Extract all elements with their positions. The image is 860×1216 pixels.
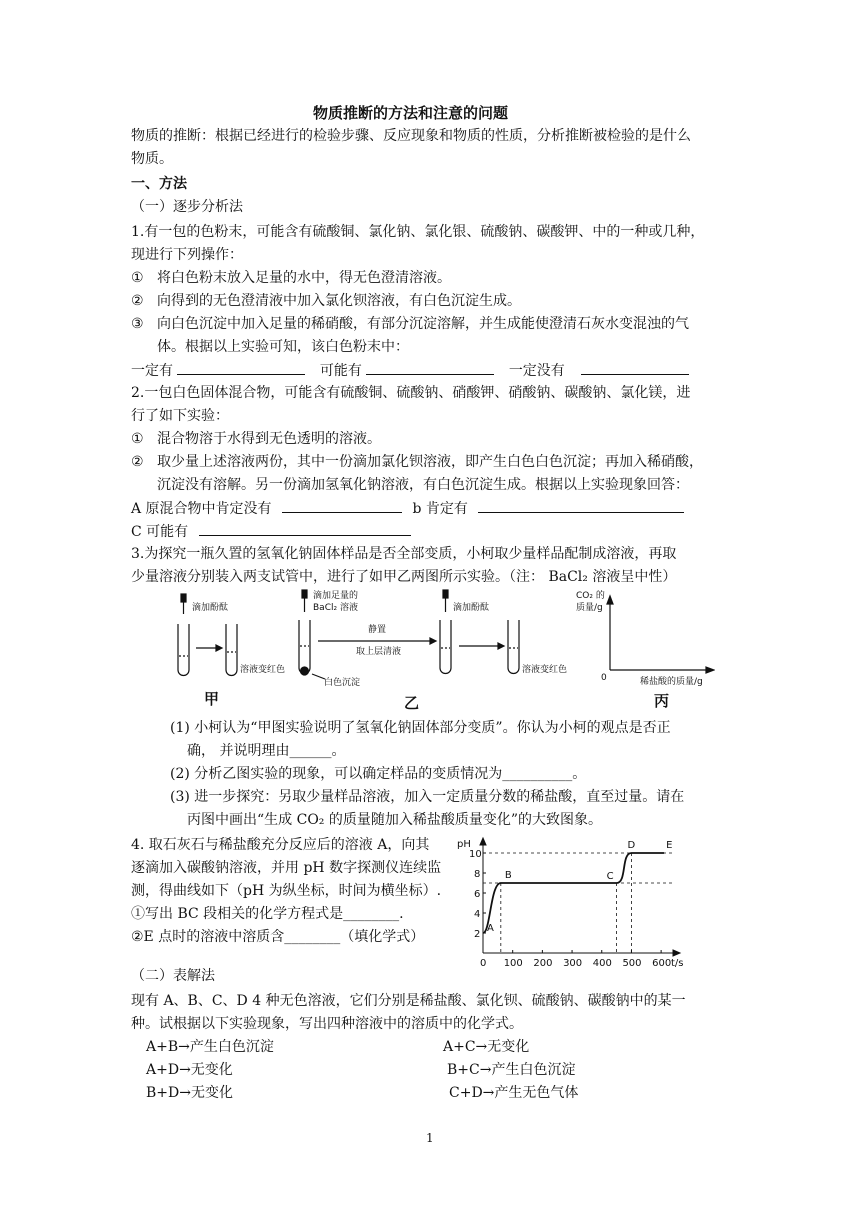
dropper-icon bbox=[181, 594, 186, 614]
q2-answer-ab bbox=[131, 498, 684, 519]
blank-label: 可能有 bbox=[319, 363, 362, 379]
subsection-heading-2: （二）表解法 bbox=[131, 968, 215, 984]
origin-label: 0 bbox=[601, 673, 607, 683]
page-number: 1 bbox=[426, 1131, 434, 1145]
q1-step-1 bbox=[131, 268, 451, 288]
answer-blank[interactable] bbox=[177, 360, 305, 375]
x-tick-label: 100 bbox=[503, 958, 523, 969]
answer-blank[interactable] bbox=[282, 498, 402, 513]
figure-label-bing: 丙 bbox=[654, 692, 670, 710]
precipitate-icon bbox=[301, 667, 309, 675]
settle-label: 取上层清液 bbox=[356, 647, 402, 657]
step-text: 取少量上述溶液两份，其中一份滴加氯化钡溶液，即产生白色白色沉淀；再加入稀硝酸， bbox=[157, 454, 703, 470]
y-tick-label: 6 bbox=[474, 889, 481, 900]
q5-observation: C+D→产生无色气体 bbox=[449, 1085, 579, 1101]
intro-line-2: 物质。 bbox=[131, 151, 173, 167]
test-tube-icon bbox=[299, 620, 310, 674]
q2-step-2 bbox=[131, 452, 703, 472]
test-tube-icon bbox=[440, 620, 451, 674]
q3-part-2: (2) 分析乙图实验的现象，可以确定样品的变质情况为__________。 bbox=[170, 766, 587, 782]
x-tick-label: 200 bbox=[533, 958, 553, 969]
precipitate-label: 白色沉淀 bbox=[324, 678, 361, 688]
x-tick-label: 400 bbox=[592, 958, 612, 969]
q2-answer-c bbox=[131, 521, 411, 542]
point-label: A bbox=[487, 923, 494, 934]
q2-step-1 bbox=[131, 429, 381, 449]
answer-blank[interactable] bbox=[581, 360, 689, 375]
section-heading: 一、方法 bbox=[131, 176, 187, 192]
dropper-icon bbox=[302, 590, 307, 612]
point-label: E bbox=[666, 840, 673, 851]
step-text: 混合物溶于水得到无色透明的溶液。 bbox=[157, 431, 381, 447]
step-marker: ③ bbox=[131, 316, 144, 332]
x-axis-label: t/s bbox=[671, 958, 684, 969]
blank-label: b 肯定有 bbox=[412, 501, 468, 517]
q5-observation: B+D→无变化 bbox=[146, 1085, 233, 1101]
x-tick-label: 500 bbox=[622, 958, 642, 969]
q1-line-1: 1.有一包的色粉末，可能含有硫酸铜、氯化钠、氯化银、硫酸钠、碳酸钾、中的一种或几种， bbox=[131, 224, 705, 240]
intro-line-1: 物质的推断：根据已经进行的检验步骤、反应现象和物质的性质，分析推断被检验的是什么 bbox=[131, 128, 691, 144]
q4-line-5: ②E 点时的溶液中溶质含________（填化学式） bbox=[131, 929, 425, 945]
q4-line-4: ①写出 BC 段相关的化学方程式是________. bbox=[131, 906, 404, 922]
step-text: 将白色粉末放入足量的水中，得无色澄清溶液。 bbox=[157, 270, 451, 286]
test-tube-icon bbox=[226, 624, 237, 676]
y-tick-label: 8 bbox=[474, 869, 481, 880]
drop-label: 滴加酚酞 bbox=[453, 603, 490, 613]
q5-line-2: 种。试根据以下实验现象，写出四种溶液中的溶质中的化学式。 bbox=[131, 1016, 523, 1032]
q3-experiment-figure bbox=[170, 588, 715, 693]
q5-observation: A+D→无变化 bbox=[146, 1062, 233, 1078]
q3-line-1: 3.为探究一瓶久置的氢氧化钠固体样品是否全部变质，小柯取少量样品配制成溶液，再取 bbox=[131, 546, 677, 562]
step-text: 向白色沉淀中加入足量的稀硝酸，有部分沉淀溶解，并生成能使澄清石灰水变混浊的气 bbox=[157, 316, 689, 332]
x-tick-label: 0 bbox=[480, 958, 487, 969]
q5-observation: A+C→无变化 bbox=[443, 1039, 530, 1055]
result-label: 溶液变红色 bbox=[522, 665, 568, 675]
ph-chart bbox=[455, 835, 705, 980]
answer-blank[interactable] bbox=[366, 360, 494, 375]
q4-line-1: 4. 取石灰石与稀盐酸充分反应后的溶液 A，向其 bbox=[131, 837, 430, 853]
q3-part-1-cont: 确， 并说明理由______。 bbox=[187, 743, 346, 759]
q1-step-3-cont: 体。根据以上实验可知，该白色粉末中： bbox=[157, 339, 409, 355]
y-axis-arrow bbox=[480, 838, 486, 845]
q2-step-2-cont: 沉淀没有溶解。另一份滴加氢氧化钠溶液，有白色沉淀生成。根据以上实验现象回答： bbox=[157, 477, 689, 493]
y-axis-label: 质量/g bbox=[576, 603, 603, 613]
drop-label: 滴加足量的 bbox=[313, 591, 359, 601]
step-marker: ② bbox=[131, 454, 144, 470]
point-label: D bbox=[627, 840, 636, 851]
blank-label: 一定没有 bbox=[508, 363, 565, 379]
blank-label: 一定有 bbox=[131, 363, 173, 379]
figure-label-yi: 乙 bbox=[404, 694, 420, 712]
q2-line-2: 行了如下实验： bbox=[131, 408, 229, 424]
blank-label: C 可能有 bbox=[131, 524, 189, 540]
q3-part-1: (1) 小柯认为“甲图实验说明了氢氧化钠固体部分变质”。你认为小柯的观点是否正 bbox=[170, 720, 671, 736]
ph-curve bbox=[483, 853, 664, 933]
y-axis-label: pH bbox=[457, 839, 471, 850]
q1-step-2 bbox=[131, 291, 521, 311]
figure-label-jia: 甲 bbox=[204, 690, 220, 708]
q5-line-1: 现有 A、B、C、D 4 种无色溶液，它们分别是稀盐酸、氯化钡、硫酸钠、碳酸钠中的某一 bbox=[131, 993, 686, 1009]
q1-line-2: 现进行下列操作： bbox=[131, 247, 243, 263]
q4-line-3: 测，得曲线如下（pH 为纵坐标，时间为横坐标）. bbox=[131, 883, 442, 899]
point-label: C bbox=[606, 871, 614, 882]
step-marker: ② bbox=[131, 293, 144, 309]
q3-part-3: (3) 进一步探究：另取少量样品溶液，加入一定质量分数的稀盐酸，直至过量。请在 bbox=[170, 789, 685, 805]
q5-observation: B+C→产生白色沉淀 bbox=[447, 1062, 576, 1078]
answer-blank[interactable] bbox=[478, 498, 684, 513]
x-tick-label: 600 bbox=[652, 958, 672, 969]
y-axis-label: CO₂ 的 bbox=[576, 591, 605, 601]
step-marker: ① bbox=[131, 431, 144, 447]
x-tick-label: 300 bbox=[563, 958, 583, 969]
q5-observation: A+B→产生白色沉淀 bbox=[146, 1039, 274, 1055]
q1-step-3 bbox=[131, 314, 689, 334]
settle-label: 静置 bbox=[368, 625, 387, 635]
drop-label: 滴加酚酞 bbox=[192, 603, 229, 613]
x-axis-arrow bbox=[673, 950, 680, 956]
subsection-heading-1: （一）逐步分析法 bbox=[131, 199, 243, 215]
x-axis-label: 稀盐酸的质量/g bbox=[640, 677, 703, 687]
point-label: B bbox=[504, 870, 512, 881]
dropper-icon bbox=[443, 590, 448, 612]
y-tick-label: 10 bbox=[469, 849, 482, 860]
test-tube-icon bbox=[178, 624, 189, 676]
y-tick-label: 2 bbox=[474, 929, 481, 940]
q3-part-3-cont: 丙图中画出“生成 CO₂ 的质量随加入稀盐酸质量变化”的大致图象。 bbox=[187, 812, 603, 828]
q1-answer-line bbox=[131, 360, 689, 381]
drop-label: BaCl₂ 溶液 bbox=[313, 603, 358, 613]
page-title: 物质推断的方法和注意的问题 bbox=[313, 104, 509, 122]
result-label: 溶液变红色 bbox=[240, 665, 286, 675]
q4-line-2: 逐滴加入碳酸钠溶液，并用 pH 数字探测仪连续监 bbox=[131, 860, 442, 876]
step-marker: ① bbox=[131, 270, 144, 286]
answer-blank[interactable] bbox=[199, 521, 411, 536]
q2-line-1: 2.一包白色固体混合物，可能含有硫酸铜、硫酸钠、硝酸钾、硝酸钠、碳酸钠、氯化镁，进 bbox=[131, 385, 691, 401]
test-tube-icon bbox=[508, 620, 519, 674]
y-tick-label: 4 bbox=[474, 909, 481, 920]
q3-line-2: 少量溶液分别装入两支试管中，进行了如甲乙两图所示实验。（注： BaCl₂ 溶液呈中性） bbox=[131, 569, 677, 585]
blank-label: A 原混合物中肯定没有 bbox=[131, 501, 272, 517]
step-text: 向得到的无色澄清液中加入氯化钡溶液，有白色沉淀生成。 bbox=[157, 293, 521, 309]
